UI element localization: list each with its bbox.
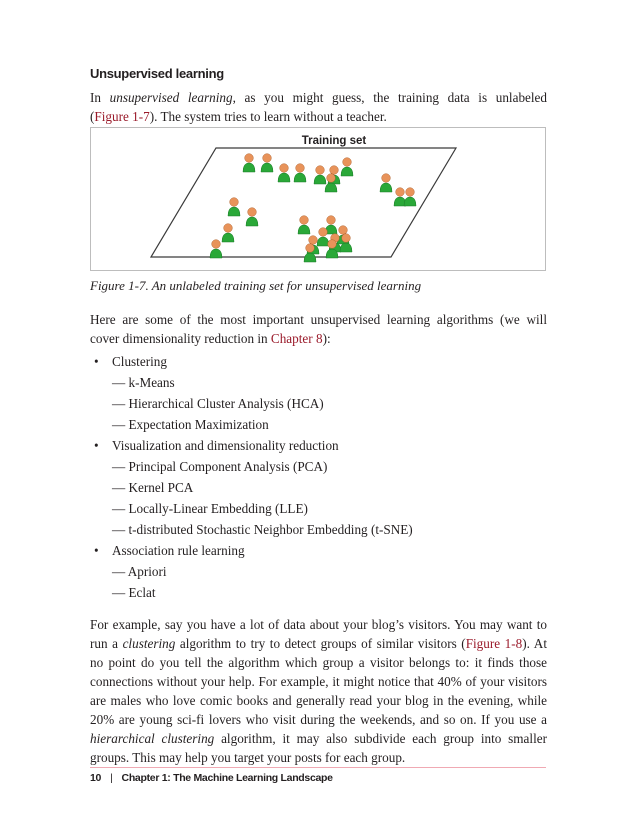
example-line: run a clustering algorithm to try to detect groups of similar visitors (Figure 1-8). At — [90, 636, 547, 651]
algorithms-intro — [90, 310, 547, 348]
people-instances — [210, 154, 416, 262]
page-number: 10 — [90, 772, 102, 784]
person-icon — [314, 166, 326, 184]
person-icon — [243, 154, 255, 172]
figure-1-8-link[interactable]: Figure 1-8 — [465, 636, 523, 651]
person-icon — [341, 158, 353, 176]
person-icon — [317, 228, 329, 246]
example-line: connections without your help. For example, it might notice that 40% of your visitors — [90, 674, 547, 689]
example-line: For example, say you have a lot of data about your blog’s visitors. You may want to — [90, 617, 547, 632]
person-icon — [278, 164, 290, 182]
person-icon — [228, 198, 240, 216]
sub-item: — Kernel PCA — [112, 480, 194, 495]
person-icon — [404, 188, 416, 206]
algorithms-intro-line-1: Here are some of the most important unsupervised learning algorithms (we will — [90, 312, 547, 327]
person-icon — [222, 224, 234, 242]
sub-item: — Eclat — [112, 585, 156, 600]
sub-item: — Hierarchical Cluster Analysis (HCA) — [112, 396, 324, 411]
sub-item: — Apriori — [112, 564, 167, 579]
sub-item: — Principal Component Analysis (PCA) — [112, 459, 328, 474]
intro-line-2: (Figure 1-7). The system tries to learn without a teacher. — [90, 109, 387, 124]
figure-training-set — [90, 127, 546, 271]
sub-item: — Expectation Maximization — [112, 417, 269, 432]
person-icon — [298, 216, 310, 234]
sub-item: — Locally-Linear Embedding (LLE) — [112, 501, 308, 516]
intro-line-1: In unsupervised learning, as you might guess, the training data is unlabeled — [90, 90, 547, 105]
algorithm-list — [90, 351, 547, 603]
sub-item: — k-Means — [112, 375, 175, 390]
bullet-dot: • — [94, 354, 99, 369]
bullet-visualization: • Visualization and dimensionality reduction — [90, 435, 547, 456]
algorithms-intro-line-2: cover dimensionality reduction in Chapter 8): — [90, 331, 331, 346]
example-line: groups. This may help you target your posts for each group. — [90, 750, 406, 765]
figure-1-7-link[interactable]: Figure 1-7 — [94, 109, 150, 124]
example-line: hierarchical clustering algorithm, it may also subdivide each group into smaller — [90, 731, 547, 746]
bullet-dot: • — [94, 543, 99, 558]
chapter-title: Chapter 1: The Machine Learning Landscape — [121, 772, 333, 784]
chapter-8-link[interactable]: Chapter 8 — [270, 331, 323, 346]
training-set-title: Training set — [301, 135, 367, 147]
person-icon — [294, 164, 306, 182]
bullet-dot: • — [94, 438, 99, 453]
footer-separator: | — [110, 772, 113, 784]
person-icon — [380, 174, 392, 192]
section-heading: Unsupervised learning — [90, 66, 224, 81]
sub-item: — t-distributed Stochastic Neighbor Embedding (t-SNE) — [112, 522, 413, 537]
intro-paragraph — [90, 88, 547, 126]
example-line: no point do you tell the algorithm which group a visitor belongs to: it finds those — [90, 655, 547, 670]
page-footer — [90, 772, 333, 784]
figure-caption: Figure 1-7. An unlabeled training set for unsupervised learning — [90, 278, 422, 293]
training-set-illustration — [91, 128, 547, 272]
bullet-association: • Association rule learning — [90, 540, 547, 561]
person-icon — [210, 240, 222, 258]
person-icon — [261, 154, 273, 172]
bullet-clustering: • Clustering — [90, 351, 547, 372]
example-line: 20% are young sci-fi lovers who visit during the weekends, and so on. If you use a — [90, 712, 547, 727]
example-paragraph — [90, 615, 547, 767]
footer-rule — [90, 767, 546, 768]
person-icon — [246, 208, 258, 226]
example-line: are males who love comic books and generally read your blog in the evening, while — [90, 693, 547, 708]
